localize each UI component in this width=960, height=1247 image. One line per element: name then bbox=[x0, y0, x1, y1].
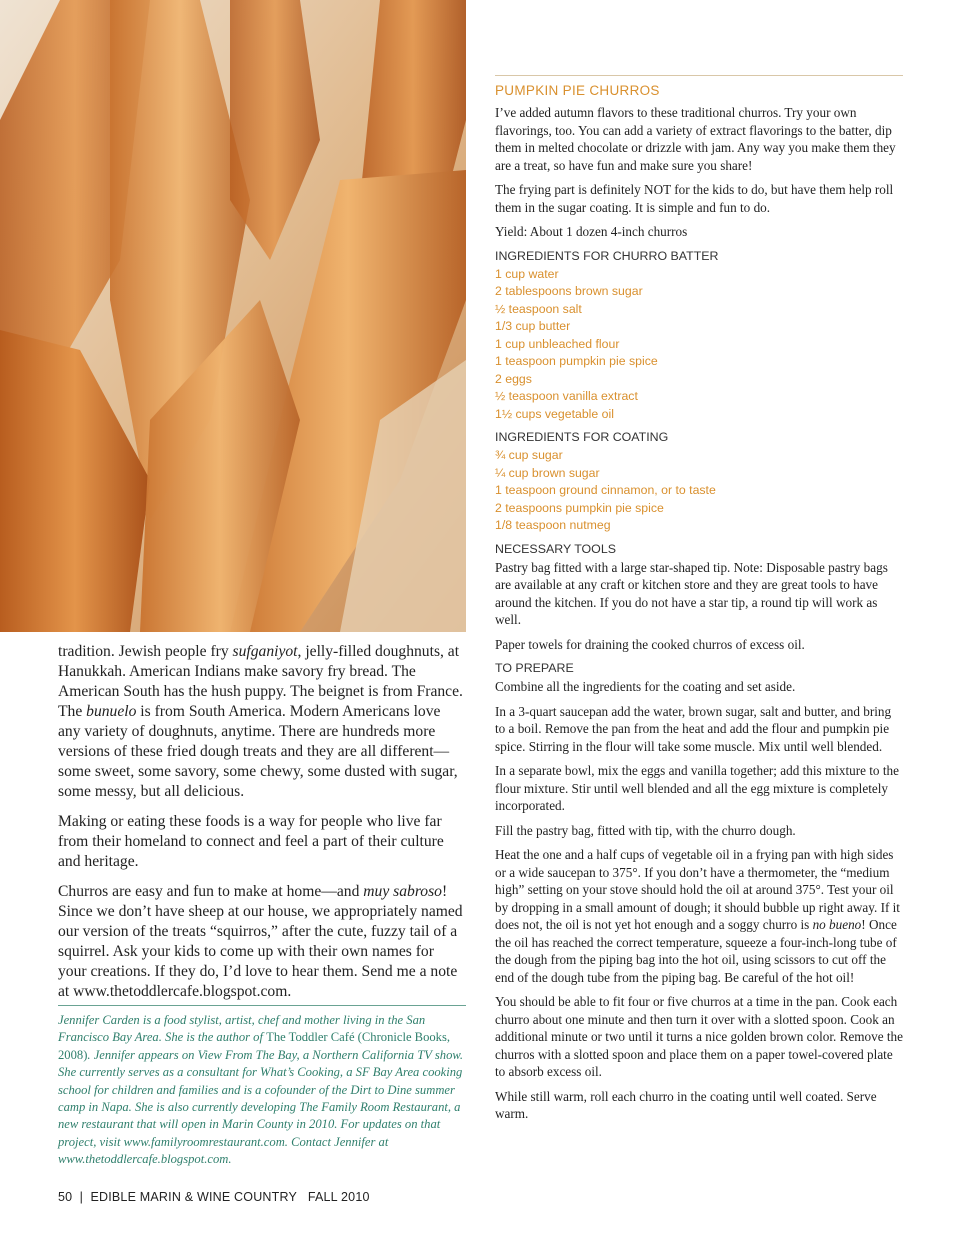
ingredient-item: 1 cup water bbox=[495, 266, 559, 281]
ingredient-item: 1/3 cup butter bbox=[495, 319, 571, 333]
prepare-step: In a separate bowl, mix the eggs and vanilla together; add this mixture to the flour mixture. Stir until well blended and all the egg mixture is completely incorporated. bbox=[495, 763, 899, 813]
footer-text: 50 | EDIBLE MARIN & WINE COUNTRY FALL 2010 bbox=[58, 1190, 370, 1204]
churros-photo bbox=[0, 0, 466, 632]
batter-heading: INGREDIENTS FOR CHURRO BATTER bbox=[495, 248, 719, 263]
recipe-intro: I’ve added autumn flavors to these traditional churros. Try your own flavorings, too. You can add a variety of extract flavorings to the batter, dip them in melted chocolate or drizzle with jam. Any way you make them they are a treat, so have fun and make sure you share! bbox=[495, 105, 896, 173]
tools-text: Pastry bag fitted with a large star-shaped tip. Note: Disposable pastry bags are available at any craft or kitchen store and they are great tools to have around the kitchen. If you do not have a star tip, a round tip will work as well. bbox=[495, 559, 888, 627]
coating-heading: INGREDIENTS FOR COATING bbox=[495, 430, 669, 444]
tools-heading: NECESSARY TOOLS bbox=[495, 541, 616, 556]
ingredient-item: 2 eggs bbox=[495, 371, 532, 386]
ingredient-item: 2 teaspoons pumpkin pie spice bbox=[495, 500, 664, 515]
recipe-title: PUMPKIN PIE CHURROS bbox=[495, 83, 660, 98]
ingredient-item: 1/8 teaspoon nutmeg bbox=[495, 518, 611, 532]
ingredient-item: 1½ cups vegetable oil bbox=[495, 406, 614, 421]
page-footer bbox=[58, 1190, 370, 1204]
article-paragraph: tradition. Jewish people fry sufganiyot, jelly-filled doughnuts, at Hanukkah. American Indians make savory fry bread. The American South has the hush puppy. The beignet is from France. The bunuelo is from South America. Modern Americans love any variety of doughnuts, anytime. There are hundreds more versions of these fried dough treats and they are all different—some sweet, some savory, some chewy, some dusted with sugar, some messy, but all delicious. bbox=[58, 643, 463, 800]
coating-ingredients bbox=[495, 447, 903, 535]
prepare-step: While still warm, roll each churro in the coating until well coated. Serve warm. bbox=[495, 1088, 877, 1121]
prepare-step: Combine all the ingredients for the coating and set aside. bbox=[495, 679, 796, 694]
tools-text: Paper towels for draining the cooked churros of excess oil. bbox=[495, 636, 805, 652]
batter-ingredients bbox=[495, 266, 903, 424]
recipe-yield: Yield: About 1 dozen 4-inch churros bbox=[495, 224, 688, 239]
ingredient-item: 2 tablespoons brown sugar bbox=[495, 284, 643, 298]
ingredient-item: ½ teaspoon salt bbox=[495, 301, 582, 316]
ingredient-item: ¾ cup sugar bbox=[495, 448, 563, 462]
article-column bbox=[58, 642, 466, 1012]
prepare-step: You should be able to fit four or five churros at a time in the pan. Cook each churro about one minute and then turn it over with a slotted spoon. Cook an additional minute or two until it turns a nice golden brown color. Remove the churros with a slotted spoon and place them on a paper towel-covered plate to absorb excess oil. bbox=[495, 994, 904, 1079]
recipe-intro: The frying part is definitely NOT for the kids to do, but have them help roll them in the sugar coating. It is simple and fun to do. bbox=[495, 182, 894, 215]
ingredient-item: 1 teaspoon pumpkin pie spice bbox=[495, 354, 658, 368]
prepare-heading: TO PREPARE bbox=[495, 661, 574, 675]
article-paragraph: Churros are easy and fun to make at home—and muy sabroso! Since we don’t have sheep at our house, we appropriately named our version of the treats “squirros,” after the cute, fuzzy tail of a squirrel. Ask your kids to come up with their own names for your creations. If they do, I’d love to hear them. Send me a note at www.thetoddlercafe.blogspot.com. bbox=[58, 883, 463, 1000]
prepare-step: Fill the pastry bag, fitted with tip, with the churro dough. bbox=[495, 822, 796, 838]
prepare-step: Heat the one and a half cups of vegetable oil in a frying pan with high sides or a wide saucepan to 375°. If you don’t have a thermometer, the “medium high” setting on your stove should hold the oil at around 375°. Test your oil by dropping in a small amount of dough; it should bubble up right away. If it does not, the oil is not yet hot enough and a soggy churro is no bueno! Once the oil has reached the correct temperature, squeeze a four-inch-long tube of the dough from the piping bag into the hot oil, using scissors to cut off the end of the dough tube from the piping bag. Be careful of the hot oil! bbox=[495, 847, 900, 985]
churros-illustration bbox=[0, 0, 466, 632]
ingredient-item: ½ teaspoon vanilla extract bbox=[495, 389, 638, 403]
ingredient-item: ¼ cup brown sugar bbox=[495, 465, 600, 480]
author-bio-text: Jennifer Carden is a food stylist, artist, chef and mother living in the San Francisco Bay Area. She is the author of The Toddler Café (Chronicle Books, 2008). Jennifer appears on View From The Bay, a Northern California TV show. She currently serves as a consultant for What’s Cooking, a SF Bay Area cooking school for children and families and is a cofounder of the Dirt to Dine summer camp in Napa. She is also currently developing The Family Room Restaurant, a new restaurant that will open in Marin County in 2010. For updates on that project, visit www.familyroomrestaurant.com. Contact Jennifer at www.thetoddlercafe.blogspot.com. bbox=[58, 1013, 463, 1167]
prepare-step: In a 3-quart saucepan add the water, brown sugar, salt and butter, and bring to a boil. Remove the pan from the heat and add the flour and pumpkin pie spice. Stirring in the flour will take some muscle. Mix until well blended. bbox=[495, 703, 892, 754]
author-bio bbox=[58, 1005, 466, 1169]
ingredient-item: 1 teaspoon ground cinnamon, or to taste bbox=[495, 483, 716, 497]
article-paragraph: Making or eating these foods is a way for people who live far from their homeland to connect and feel a part of their culture and heritage. bbox=[58, 813, 444, 870]
recipe-column bbox=[495, 75, 903, 1130]
ingredient-item: 1 cup unbleached flour bbox=[495, 336, 620, 351]
